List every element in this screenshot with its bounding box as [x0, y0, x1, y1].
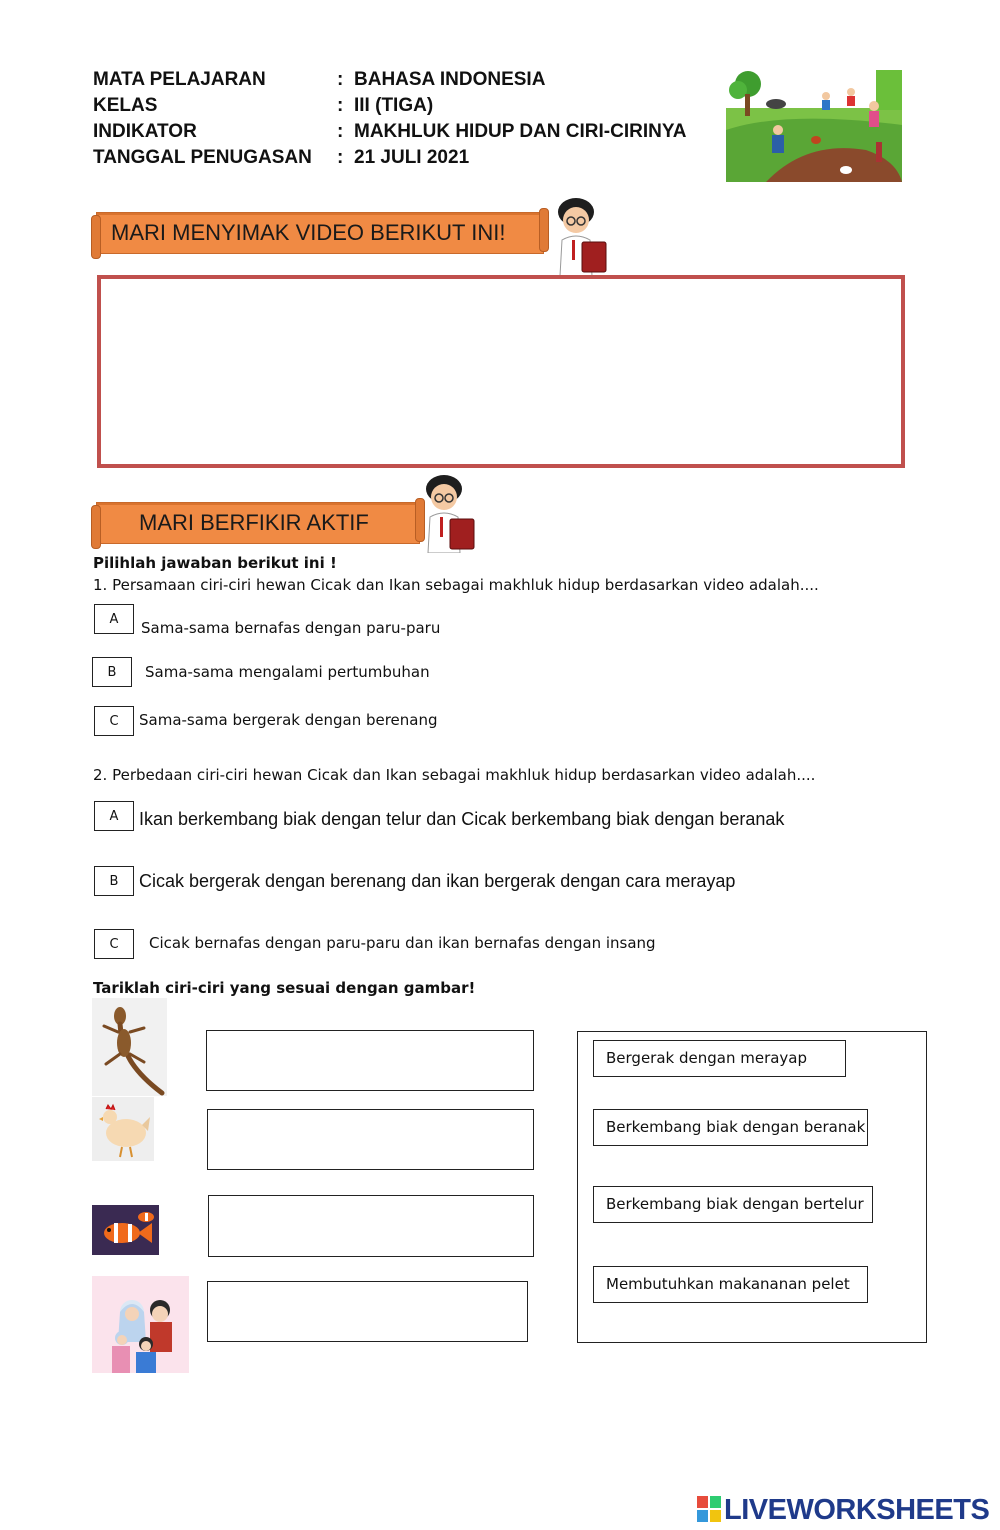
family-drop-box[interactable] [207, 1281, 528, 1342]
q1-option-a-box[interactable]: A [94, 604, 134, 634]
liveworksheets-wordmark: LIVEWORKSHEETS [724, 1494, 990, 1526]
liveworksheets-logo-icon [697, 1496, 721, 1522]
q1-option-c-box[interactable]: C [94, 706, 134, 736]
family-image [92, 1276, 189, 1373]
video-banner-title: MARI MENYIMAK VIDEO BERIKUT INI! [111, 220, 506, 245]
clownfish-drop-box[interactable] [208, 1195, 534, 1257]
choices-panel [577, 1031, 927, 1343]
subject-separator: : [337, 69, 344, 90]
farm-scene-image [726, 70, 902, 182]
choice-give-birth[interactable]: Berkembang biak dengan beranak [593, 1109, 868, 1146]
think-banner [96, 502, 420, 544]
gecko-drop-box[interactable] [206, 1030, 534, 1091]
q1-option-b-box[interactable]: B [92, 657, 132, 687]
subject-value: BAHASA INDONESIA [354, 69, 546, 90]
class-separator: : [337, 95, 344, 116]
q2-option-b-box[interactable]: B [94, 866, 134, 896]
q2-option-c-box[interactable]: C [94, 929, 134, 959]
q2-option-a-box[interactable]: A [94, 801, 134, 831]
question-1-text: 1. Persamaan ciri-ciri hewan Cicak dan Ikan sebagai makhluk hidup berdasarkan video adalah.... [93, 576, 819, 594]
indicator-label: INDIKATOR [93, 121, 197, 142]
q2-option-a-text: Ikan berkembang biak dengan telur dan Cicak berkembang biak dengan beranak [139, 809, 785, 829]
subject-label: MATA PELAJARAN [93, 69, 266, 90]
think-banner-title: MARI BERFIKIR AKTIF [139, 510, 369, 535]
q2-option-c-text: Cicak bernafas dengan paru-paru dan ikan bernafas dengan insang [149, 934, 656, 952]
q1-option-c-text: Sama-sama bergerak dengan berenang [139, 711, 438, 729]
choice-crawl[interactable]: Bergerak dengan merayap [593, 1040, 846, 1077]
video-banner [96, 212, 544, 254]
class-label: KELAS [93, 95, 158, 116]
q1-option-a-text: Sama-sama bernafas dengan paru-paru [141, 619, 441, 637]
match-instruction: Tariklah ciri-ciri yang sesuai dengan gambar! [93, 979, 476, 997]
liveworksheets-watermark [697, 1494, 989, 1527]
chicken-drop-box[interactable] [207, 1109, 534, 1170]
q2-option-b-text: Cicak bergerak dengan berenang dan ikan bergerak dengan cara merayap [139, 871, 736, 891]
indicator-separator: : [337, 121, 344, 142]
clownfish-image [92, 1205, 159, 1255]
date-separator: : [337, 147, 344, 168]
student-reading-icon [418, 473, 480, 553]
date-label: TANGGAL PENUGASAN [93, 147, 312, 168]
choose-instruction: Pilihlah jawaban berikut ini ! [93, 554, 337, 572]
indicator-value: MAKHLUK HIDUP DAN CIRI-CIRINYA [354, 121, 687, 142]
student-reading-icon [552, 196, 610, 276]
class-value: III (TIGA) [354, 95, 434, 116]
q1-option-b-text: Sama-sama mengalami pertumbuhan [145, 663, 430, 681]
choice-lay-eggs[interactable]: Berkembang biak dengan bertelur [593, 1186, 873, 1223]
gecko-image [92, 998, 167, 1096]
choice-pellet-food[interactable]: Membutuhkan makananan pelet [593, 1266, 868, 1303]
question-2-text: 2. Perbedaan ciri-ciri hewan Cicak dan Ikan sebagai makhluk hidup berdasarkan video adalah.... [93, 766, 816, 784]
date-value: 21 JULI 2021 [354, 147, 470, 168]
chicken-image [92, 1097, 154, 1161]
video-frame[interactable] [97, 275, 905, 468]
